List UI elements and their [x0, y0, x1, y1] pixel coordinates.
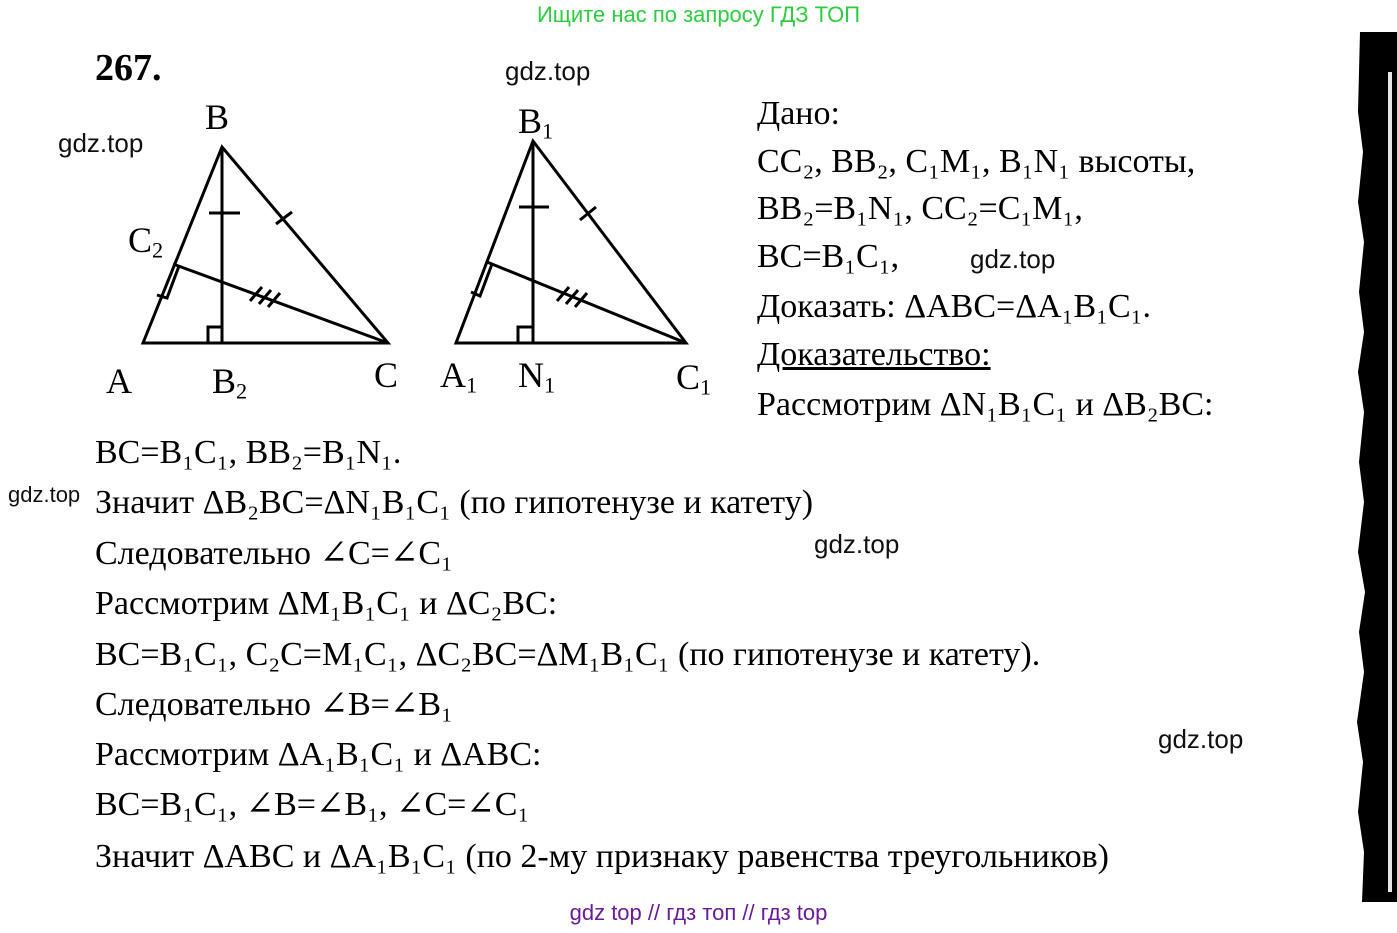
proof-title: Доказательство:	[757, 336, 991, 373]
problem-number: 267.	[95, 47, 162, 89]
label-c2: $C_2$	[128, 220, 164, 263]
proof-line: Рассмотрим ΔA₁B₁C₁ и ΔABC:	[95, 736, 542, 773]
proof-line: BC=B₁C₁, BB₂=B₁N₁.	[95, 434, 402, 471]
bottom-banner: gdz top // гдз топ // гдз top	[569, 900, 828, 925]
top-banner: Ищите нас по запросу ГДЗ ТОП	[536, 2, 861, 27]
watermark: gdz.top	[970, 244, 1056, 274]
label-c: C	[374, 355, 399, 395]
consider-line-1: Рассмотрим ΔN₁B₁C₁ и ΔB₂BC:	[757, 386, 1214, 423]
proof-line: BC=B₁C₁, C₂C=M₁C₁, ΔC₂BC=ΔM₁B₁C₁ (по гипотенузе и катету).	[95, 636, 1041, 673]
label-b1: $B_1$	[518, 101, 554, 144]
watermark: gdz.top	[58, 128, 144, 158]
label-b2: $B_2$	[212, 361, 248, 404]
proof-line: Значит ΔABC и ΔA₁B₁C₁ (по 2-му признаку равенства треугольников)	[95, 838, 1109, 875]
label-n1: $N_1$	[518, 355, 556, 398]
scan-edge-shadow	[1352, 32, 1397, 902]
label-c1: $C_1$	[676, 357, 712, 400]
given-line-3: BC=B₁C₁,	[757, 238, 900, 275]
label-b: B	[205, 97, 230, 137]
label-a: A	[106, 361, 132, 401]
watermark: gdz.top	[8, 482, 81, 507]
prove-statement: Доказать: ΔABC=ΔA₁B₁C₁.	[757, 288, 1152, 325]
given-title: Дано:	[757, 95, 840, 132]
watermark: gdz.top	[1158, 724, 1244, 754]
watermark: gdz.top	[814, 529, 900, 559]
given-line-2: BB₂=B₁N₁, CC₂=C₁M₁,	[757, 190, 1083, 227]
label-a1: $A_1$	[440, 355, 478, 398]
given-line-1: CC₂, BB₂, C₁M₁, B₁N₁ высоты,	[757, 143, 1196, 180]
proof-line: Следовательно ∠B=∠B₁	[95, 686, 453, 723]
proof-line: Следовательно ∠C=∠C₁	[95, 535, 453, 572]
proof-line: Значит ΔB₂BC=ΔN₁B₁C₁ (по гипотенузе и катету)	[95, 484, 814, 521]
proof-line: BC=B₁C₁, ∠B=∠B₁, ∠C=∠C₁	[95, 786, 530, 823]
proof-line: Рассмотрим ΔM₁B₁C₁ и ΔC₂BC:	[95, 585, 558, 622]
watermark: gdz.top	[505, 56, 591, 86]
